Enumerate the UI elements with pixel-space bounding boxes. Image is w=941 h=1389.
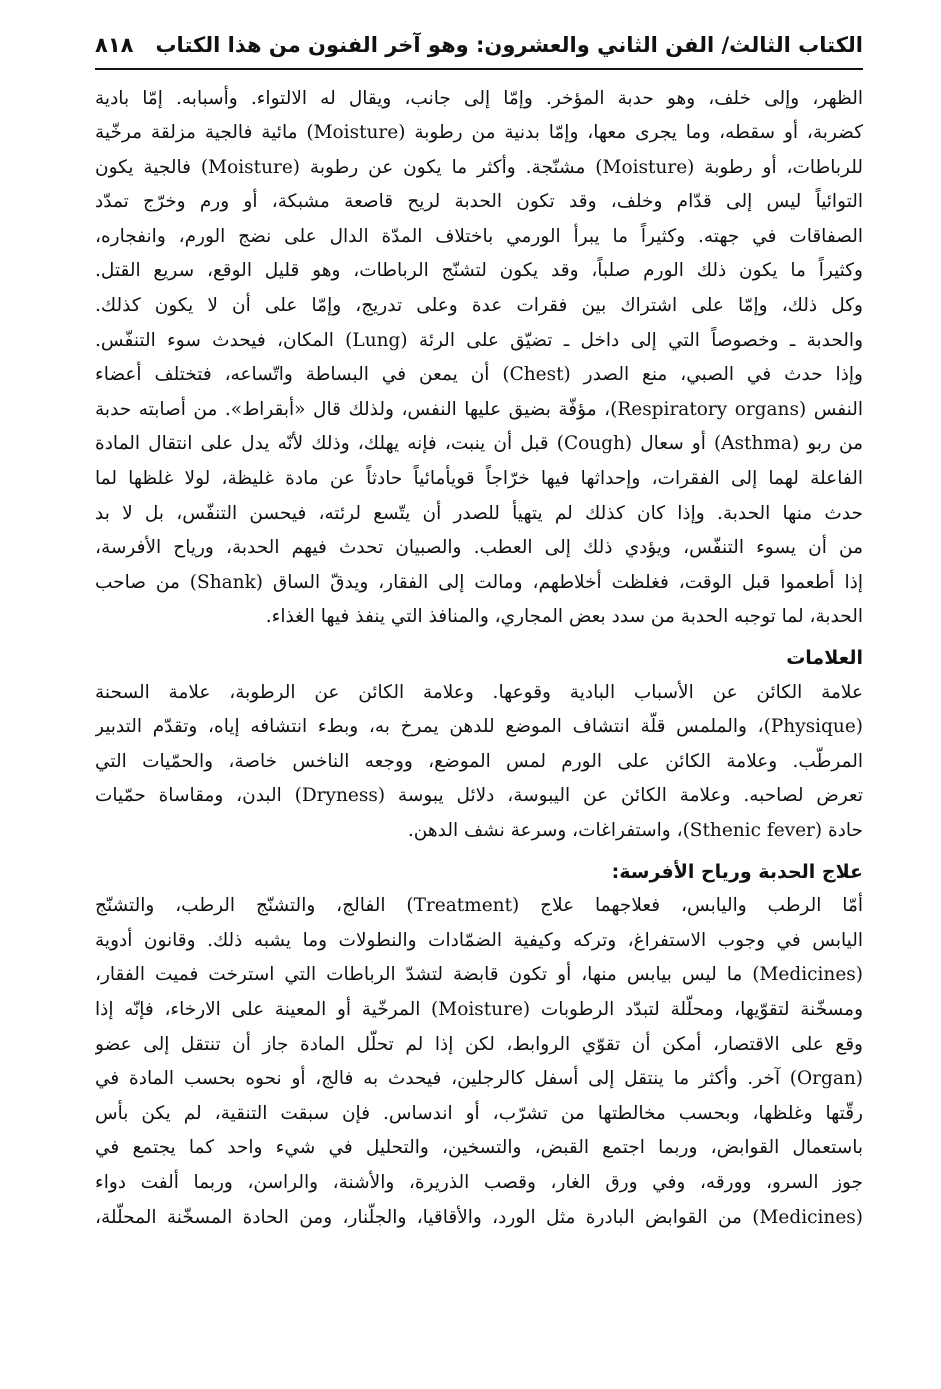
- page-header: [95, 30, 863, 68]
- text-line: (Medicines) ما ليس بيابس منها، أو تكون قابضة لتشدّ الرباطات التي استرخت فميت الفقار،: [95, 964, 863, 986]
- text-line: (Organ) آخر. وأكثر ما ينتقل إلى أسفل كالرجلين، فيحدث به فالج، أو نحوه بحسب المادة في: [95, 1068, 863, 1090]
- text-line: والحدبة ـ وخصوصاً التي إلى داخل ـ تضيّق على الرئة (Lung) المكان، فيحدث سوء التنفّس.: [95, 329, 863, 351]
- text-line: التوائياً ليس إلى قدّام وخلف، وقد تكون الحدبة لريح قاصعة مشبكة، أو ورم وخرّج تمدّد: [95, 191, 863, 213]
- text-line: وإذا حدث في الصبي، منع الصدر (Chest) أن يمعن في البساطة واتّساعه، فتختلف أعضاء: [95, 364, 863, 386]
- text-line: الصفاقات في جهته. وكثيراً ما يبرأ الورمي باختلاف المدّة الدال على نضج الورم، وانفجاره،: [95, 225, 863, 247]
- section-heading-treatment: علاج الحدبة ورياح الأفرسة:: [611, 860, 863, 883]
- text-line: باستعمال القوابض، وربما اجتمع القبض، والتسخين، والتحليل في شيء واحد كما يجتمع في: [95, 1137, 863, 1159]
- text-line: حدث منها الحدبة. وإذا كان كذلك لم يتهيأ للصدر أن يتّسع لرئته، فيحسن التنفّس، بل لا بد: [95, 502, 863, 524]
- text-line: اليابس في وجوب الاستفراغ، وتركه وكيفية الضمّادات والنطولات وما يشبه ذلك. وقانون أدوية: [95, 929, 863, 951]
- text-line: حادة (Sthenic fever)، واستفراغات، وسرعة نشف الدهن.: [407, 819, 863, 841]
- section-heading-signs: العلامات: [786, 647, 863, 669]
- paragraph-treatment: [95, 889, 863, 1235]
- text-line: جوز السرو، وورقه، وفي ورق الغار، وقصب الذريرة، والأشنة، والراسن، وربما ألفت دواء: [95, 1171, 863, 1193]
- text-line: الظهر، وإلى خلف، وهو حدبة المؤخر. وإمّا إلى جانب، ويقال له الالتواء. وأسبابه. إمّا بادية: [95, 87, 863, 109]
- text-line: أمّا الرطب واليابس، فعلاجهما علاج (Treatment) الفالج، والتشنّج الرطب، والتشنّج: [95, 895, 863, 917]
- text-line: كضربة، أو سقطه، وما يجرى معها، وإمّا بدنية من رطوبة (Moisture) مائية فالجية مزلقة مرخّية: [95, 122, 863, 144]
- text-line: للرباطات، أو رطوبة (Moisture) مشنّجة. وأكثر ما يكون عن رطوبة (Moisture) فالجية يكون: [95, 156, 863, 178]
- text-line: رقّتها وغلظها، وبحسب مخالطتها من تشرّب، أو اندساس. فإن سبقت التنقية، لم يكن بأس: [95, 1102, 863, 1124]
- header-rule: [95, 68, 863, 70]
- text-line: وكثيراً ما يكون ذلك الورم صلباً، وقد يكون لتشنّج الرباطات، وهو قليل الوقع، سريع القتل.: [95, 260, 863, 282]
- text-line: علامة الكائن عن الأسباب البادية وقوعها. وعلامة الكائن عن الرطوبة، علامة السحنة: [95, 681, 863, 703]
- text-line: (Medicines) من القوابض البادرة مثل الورد، والأقاقيا، والجلّنار، ومن الحادة المسخّنة المحلّلة،: [95, 1206, 863, 1228]
- text-line: النفس (Respiratory organs)، مؤفّة بضيق عليها النفس، ولذلك قال «أبقراط». من أصابته حدبة: [95, 398, 863, 420]
- text-line: الفاعلة لهما إلى الفقرات، وإحداثها فيها خرّاجاً قويأمائياً حادثاً عن مادة غليظة، لولا غلظها لما: [95, 468, 863, 490]
- text-line: إذا أطعموا قبل الوقت، فغلظت أخلاطهم، ومالت إلى الفقار، ويدقّ الساق (Shank) من صاحب: [95, 571, 863, 593]
- page-number: ٨١٨: [95, 33, 134, 57]
- paragraph-signs: [95, 676, 863, 849]
- text-line: الحدبة، لما توجبه الحدبة من سدد بعض المجاري، والمنافذ التي ينفذ فيها الغذاء.: [265, 606, 863, 628]
- text-line: المرطّب. وعلامة الكائن على الورم لمس الموضع، ووجعه الناخس خاصة، والحمّيات التي: [95, 750, 863, 772]
- paragraph-hunchback-causes: [95, 82, 863, 636]
- text-line: (Physique)، والملمس قلّة انتشاف الموضع للدهن يمرخ به، وبطء انتشافه إياه، وتقدّم التدبير: [95, 716, 863, 738]
- running-title: الكتاب الثالث/ الفن الثاني والعشرون: وهو آخر الفنون من هذا الكتاب: [155, 33, 863, 57]
- text-line: ومسخّنة لتقوّيها، ومحلّلة لتبدّد الرطوبات (Moisture) المرخّية أو المعينة على الارخاء، فإنّه إذا: [95, 998, 863, 1020]
- text-line: وقع على الاقتصار، أمكن أن تقوّي الروابط، لكن إذا لم تحلّل المادة جاز أن تنتقل إلى عضو: [95, 1033, 863, 1055]
- text-line: تعرض لصاحبه. وعلامة الكائن عن اليبوسة، دلائل يبوسة (Dryness) البدن، ومقاساة حمّيات: [95, 785, 863, 807]
- text-line: وكل ذلك، وإمّا على اشتراك بين فقرات عدة وعلى تدريج، وإمّا على أن لا يكون كذلك.: [95, 295, 863, 317]
- text-line: من ربو (Asthma) أو سعال (Cough) قبل أن ينبت، فإنه يهلك، وذلك لأنّه يدل على انتقال المادة: [95, 433, 863, 455]
- text-line: من أن يسوء التنفّس، ويؤدي ذلك إلى العطب. والصبيان تحدث فيهم الحدبة، ورياح الأفرسة،: [95, 537, 863, 559]
